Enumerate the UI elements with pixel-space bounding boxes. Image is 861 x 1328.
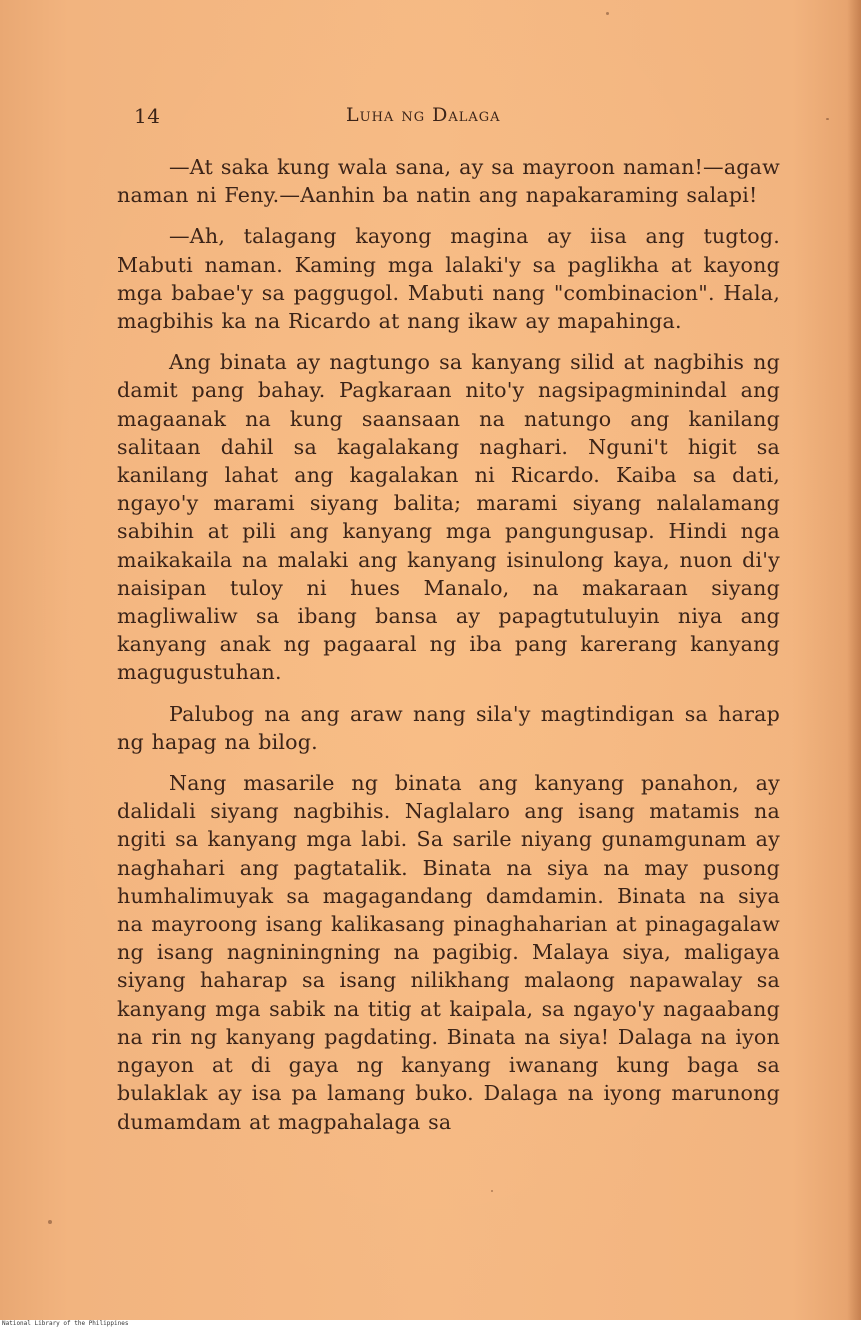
paper-speck	[48, 1220, 52, 1224]
paragraph: Ang binata ay nagtungo sa kanyang silid at nagbihis ng damit pang bahay. Pagkaraan nito'y nagsipagminindal ang magaanak na kung saansaan na natungo ang kanilang salitaan dahil sa kagalakang naghari. Nguni't higit sa kanilang lahat ang kagalakan ni Ricardo. Kaiba sa dati, ngayo'y marami siyang balita; marami siyang nalalamang sabihin at pili ang kanyang mga pangungusap. Hindi nga maikakaila na malaki ang kanyang isinulong kaya, nuon di'y naisipan tuloy ni hues Manalo, na makaraan siyang magliwaliw sa ibang bansa ay papagtutuluyin niya ang kanyang anak ng pagaaral ng iba pang karerang kanyang magugustuhan.	[117, 350, 780, 685]
page-edge-shadow	[847, 0, 861, 1320]
paragraph: —At saka kung wala sana, ay sa mayroon naman!—agaw naman ni Feny.—Aanhin ba natin ang napakaraming salapi!	[117, 155, 780, 208]
paper-speck	[606, 12, 609, 15]
paper-speck	[826, 118, 829, 120]
page-header	[0, 100, 861, 130]
running-title: Luha ng Dalaga	[346, 104, 501, 126]
footer-strip	[0, 1320, 861, 1328]
paragraph: Palubog na ang araw nang sila'y magtindigan sa harap ng hapag na bilog.	[117, 701, 780, 754]
paper-speck	[491, 1190, 493, 1192]
paragraph: Nang masarile ng binata ang kanyang panahon, ay dalidali siyang nagbihis. Naglalaro ang isang matamis na ngiti sa kanyang mga labi. Sa sarile niyang gunamgunam ay naghahari ang pagtatalik. Binata na siya na may pusong humhalimuyak sa magagandang damdamin. Binata na siya na mayroong isang kalikasang pinaghaharian at pinagagalaw ng isang nagniningning na pagibig. Malaya siya, maligaya siyang haharap sa isang nilikhang malaong napawalay sa kanyang mga sabik na titig at kaipala, sa ngayo'y nagaabang na rin ng kanyang pagdating. Binata na siya! Dalaga na iyon ngayon at di gaya ng kanyang iwanang kung baga sa bulaklak ay isa pa lamang buko. Dalaga na iyong marunong dumamdam at magpahalaga sa	[117, 771, 780, 1134]
footer-credit: National Library of the Philippines	[2, 1320, 129, 1327]
paragraph: —Ah, talagang kayong magina ay iisa ang tugtog. Mabuti naman. Kaming mga lalaki'y sa paglikha at kayong mga babae'y sa paggugol. Mabuti nang "combinacion". Hala, magbihis ka na Ricardo at nang ikaw ay mapahinga.	[117, 224, 780, 334]
page-number: 14	[134, 104, 161, 128]
body-text	[117, 153, 780, 1136]
